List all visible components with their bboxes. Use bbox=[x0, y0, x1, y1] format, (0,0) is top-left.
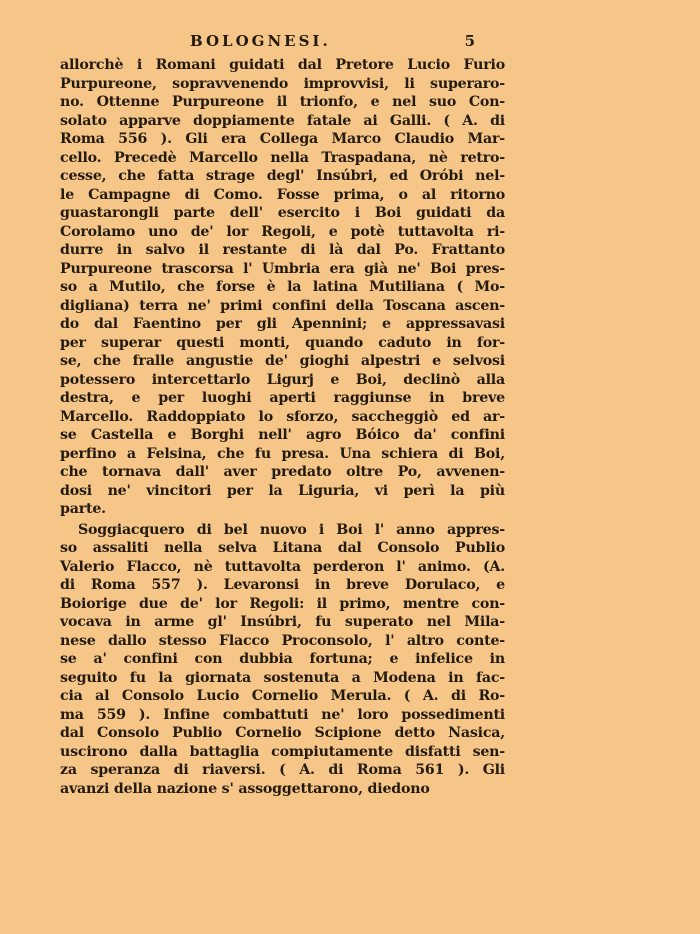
paragraph-2 bbox=[60, 521, 505, 799]
running-head: BOLOGNESI. bbox=[190, 32, 331, 50]
text-line: uscirono dalla battaglia compiutamente disfatti sen- bbox=[60, 743, 505, 760]
book-page bbox=[60, 30, 505, 798]
text-line: che tornava dall' aver predato oltre Po, avvenen- bbox=[60, 464, 505, 480]
text-line: perfino a Felsina, che fu presa. Una schiera di Boi, bbox=[60, 445, 505, 462]
text-line: solato apparve doppiamente fatale ai Galli. ( A. di bbox=[60, 112, 505, 129]
text-line: se, che fralle angustie de' gioghi alpestri e selvosi bbox=[60, 353, 505, 369]
text-line: dosi ne' vincitori per la Liguria, vi perì la più bbox=[60, 482, 505, 499]
text-line: Boiorige due de' lor Regoli: il primo, mentre con- bbox=[60, 595, 505, 612]
text-line: le Campagne di Como. Fosse prima, o al ritorno bbox=[60, 186, 505, 203]
text-line: no. Ottenne Purpureone il trionfo, e nel suo Con- bbox=[60, 94, 505, 110]
text-line: Purpureone, sopravvenendo improvvisi, li superaro- bbox=[60, 75, 505, 92]
text-line: cesse, che fatta strage degl' Insúbri, ed Oróbi nel- bbox=[60, 168, 505, 184]
text-line: Marcello. Raddoppiato lo sforzo, saccheggiò ed ar- bbox=[60, 408, 505, 425]
text-line: za speranza di riaversi. ( A. di Roma 561 ). Gli bbox=[60, 762, 505, 778]
text-line: so a Mutilo, che forse è la latina Mutiliana ( Mo- bbox=[60, 279, 505, 295]
text-line: so assaliti nella selva Litana dal Consolo Publio bbox=[60, 540, 505, 556]
text-line: di Roma 557 ). Levaronsi in breve Dorulaco, e bbox=[60, 577, 505, 593]
text-line: nese dallo stesso Flacco Proconsolo, l' altro conte- bbox=[60, 632, 505, 649]
text-line: Soggiacquero di bel nuovo i Boi l' anno appres- bbox=[78, 521, 505, 538]
text-line: Valerio Flacco, nè tuttavolta perderon l' animo. (A. bbox=[60, 558, 505, 575]
text-line: durre in salvo il restante di là dal Po. Frattanto bbox=[60, 242, 505, 258]
page-header bbox=[60, 30, 505, 56]
text-line: parte. bbox=[60, 501, 106, 517]
text-line: destra, e per luoghi aperti raggiunse in breve bbox=[60, 390, 505, 406]
text-line: Roma 556 ). Gli era Collega Marco Claudio Mar- bbox=[60, 131, 505, 147]
text-line: Corolamo uno de' lor Regoli, e potè tuttavolta ri- bbox=[60, 223, 505, 240]
text-line: potessero intercettarlo Ligurj e Boi, declinò alla bbox=[60, 371, 505, 388]
text-line: cia al Consolo Lucio Cornelio Merula. ( A. di Ro- bbox=[60, 688, 505, 704]
text-line: guastarongli parte dell' esercito i Boi guidati da bbox=[60, 205, 505, 221]
text-line: allorchè i Romani guidati dal Pretore Lucio Furio bbox=[60, 57, 505, 73]
page-number: 5 bbox=[464, 32, 475, 50]
text-line: do dal Faentino per gli Apennini; e appressavasi bbox=[60, 316, 505, 332]
text-line: Purpureone trascorsa l' Umbria era già ne' Boi pres- bbox=[60, 260, 505, 277]
text-line: seguito fu la giornata sostenuta a Modena in fac- bbox=[60, 669, 505, 686]
text-line: cello. Precedè Marcello nella Traspadana, nè retro- bbox=[60, 149, 505, 166]
text-line: digliana) terra ne' primi confini della Toscana ascen- bbox=[60, 297, 505, 314]
paragraph-1 bbox=[60, 56, 505, 519]
text-line: ma 559 ). Infine combattuti ne' loro possedimenti bbox=[60, 706, 505, 723]
text-line: avanzi della nazione s' assoggettarono, diedono bbox=[60, 780, 430, 797]
text-line: vocava in arme gl' Insúbri, fu superato nel Mila- bbox=[60, 614, 505, 630]
text-line: dal Consolo Publio Cornelio Scipione detto Nasica, bbox=[60, 725, 505, 741]
text-line: per superar questi monti, quando caduto in for- bbox=[60, 334, 505, 351]
text-line: se Castella e Borghi nell' agro Bóico da' confini bbox=[60, 427, 505, 443]
text-line: se a' confini con dubbia fortuna; e infelice in bbox=[60, 651, 505, 667]
